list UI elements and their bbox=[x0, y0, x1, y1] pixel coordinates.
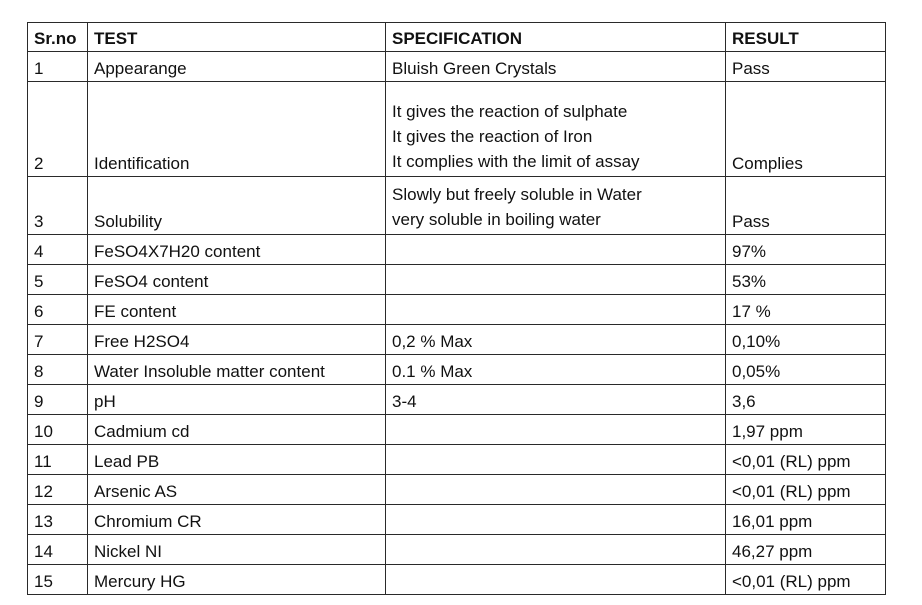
cell-srno: 11 bbox=[28, 445, 88, 475]
cell-specification bbox=[386, 445, 726, 475]
cell-specification bbox=[386, 52, 726, 82]
table-row bbox=[28, 295, 886, 325]
specification-line: It complies with the limit of assay bbox=[392, 152, 640, 171]
cell-specification bbox=[386, 235, 726, 265]
cell-result: <0,01 (RL) ppm bbox=[726, 445, 886, 475]
specification-line: 3-4 bbox=[392, 392, 417, 411]
cell-result: <0,01 (RL) ppm bbox=[726, 565, 886, 595]
table-body bbox=[28, 52, 886, 595]
cell-specification bbox=[386, 265, 726, 295]
cell-specification bbox=[386, 177, 726, 235]
cell-specification bbox=[386, 82, 726, 177]
table-row bbox=[28, 415, 886, 445]
cell-result: 16,01 ppm bbox=[726, 505, 886, 535]
cell-specification bbox=[386, 475, 726, 505]
cell-test: FeSO4 content bbox=[88, 265, 386, 295]
cell-result: Complies bbox=[726, 82, 886, 177]
cell-srno: 14 bbox=[28, 535, 88, 565]
cell-test: Solubility bbox=[88, 177, 386, 235]
specification-line: Slowly but freely soluble in Water bbox=[392, 185, 642, 204]
cell-test: Appearange bbox=[88, 52, 386, 82]
specification-line: Bluish Green Crystals bbox=[392, 59, 557, 78]
cell-srno: 10 bbox=[28, 415, 88, 445]
table-row bbox=[28, 535, 886, 565]
cell-srno: 3 bbox=[28, 177, 88, 235]
cell-srno: 15 bbox=[28, 565, 88, 595]
cell-test: Identification bbox=[88, 82, 386, 177]
header-srno: Sr.no bbox=[28, 23, 88, 52]
table-row bbox=[28, 565, 886, 595]
cell-test: Lead PB bbox=[88, 445, 386, 475]
cell-specification bbox=[386, 535, 726, 565]
cell-result: 0,05% bbox=[726, 355, 886, 385]
table-row bbox=[28, 475, 886, 505]
cell-srno: 9 bbox=[28, 385, 88, 415]
cell-result: Pass bbox=[726, 52, 886, 82]
cell-result: 3,6 bbox=[726, 385, 886, 415]
specification-line: 0,2 % Max bbox=[392, 332, 473, 351]
cell-result: <0,01 (RL) ppm bbox=[726, 475, 886, 505]
cell-specification bbox=[386, 295, 726, 325]
cell-result: 46,27 ppm bbox=[726, 535, 886, 565]
cell-test: FeSO4X7H20 content bbox=[88, 235, 386, 265]
cell-specification bbox=[386, 505, 726, 535]
cell-srno: 4 bbox=[28, 235, 88, 265]
table-row bbox=[28, 82, 886, 177]
cell-srno: 13 bbox=[28, 505, 88, 535]
cell-srno: 8 bbox=[28, 355, 88, 385]
cell-test: Chromium CR bbox=[88, 505, 386, 535]
table-row bbox=[28, 52, 886, 82]
cell-test: Water Insoluble matter content bbox=[88, 355, 386, 385]
cell-srno: 5 bbox=[28, 265, 88, 295]
table-row bbox=[28, 445, 886, 475]
cell-specification bbox=[386, 415, 726, 445]
cell-srno: 12 bbox=[28, 475, 88, 505]
cell-specification bbox=[386, 325, 726, 355]
cell-specification bbox=[386, 385, 726, 415]
cell-result: 17 % bbox=[726, 295, 886, 325]
cell-result: 0,10% bbox=[726, 325, 886, 355]
specification-line: very soluble in boiling water bbox=[392, 210, 601, 229]
table-row bbox=[28, 177, 886, 235]
cell-srno: 1 bbox=[28, 52, 88, 82]
table-row bbox=[28, 385, 886, 415]
table-row bbox=[28, 355, 886, 385]
cell-test: Mercury HG bbox=[88, 565, 386, 595]
table-row bbox=[28, 505, 886, 535]
cell-specification bbox=[386, 355, 726, 385]
header-row bbox=[28, 23, 886, 52]
cell-test: FE content bbox=[88, 295, 386, 325]
cell-test: Free H2SO4 bbox=[88, 325, 386, 355]
table-row bbox=[28, 325, 886, 355]
header-test: TEST bbox=[88, 23, 386, 52]
cell-result: 1,97 ppm bbox=[726, 415, 886, 445]
cell-test: Cadmium cd bbox=[88, 415, 386, 445]
cell-srno: 2 bbox=[28, 82, 88, 177]
header-result: RESULT bbox=[726, 23, 886, 52]
specification-line: 0.1 % Max bbox=[392, 362, 473, 381]
cell-srno: 6 bbox=[28, 295, 88, 325]
header-specification: SPECIFICATION bbox=[386, 23, 726, 52]
cell-result: 97% bbox=[726, 235, 886, 265]
cell-result: Pass bbox=[726, 177, 886, 235]
cell-test: pH bbox=[88, 385, 386, 415]
specification-line: It gives the reaction of sulphate bbox=[392, 102, 628, 121]
cell-result: 53% bbox=[726, 265, 886, 295]
table-row bbox=[28, 235, 886, 265]
cell-test: Arsenic AS bbox=[88, 475, 386, 505]
cell-srno: 7 bbox=[28, 325, 88, 355]
cell-specification bbox=[386, 565, 726, 595]
cell-test: Nickel NI bbox=[88, 535, 386, 565]
specification-table bbox=[27, 22, 886, 595]
specification-line: It gives the reaction of Iron bbox=[392, 127, 593, 146]
table-row bbox=[28, 265, 886, 295]
